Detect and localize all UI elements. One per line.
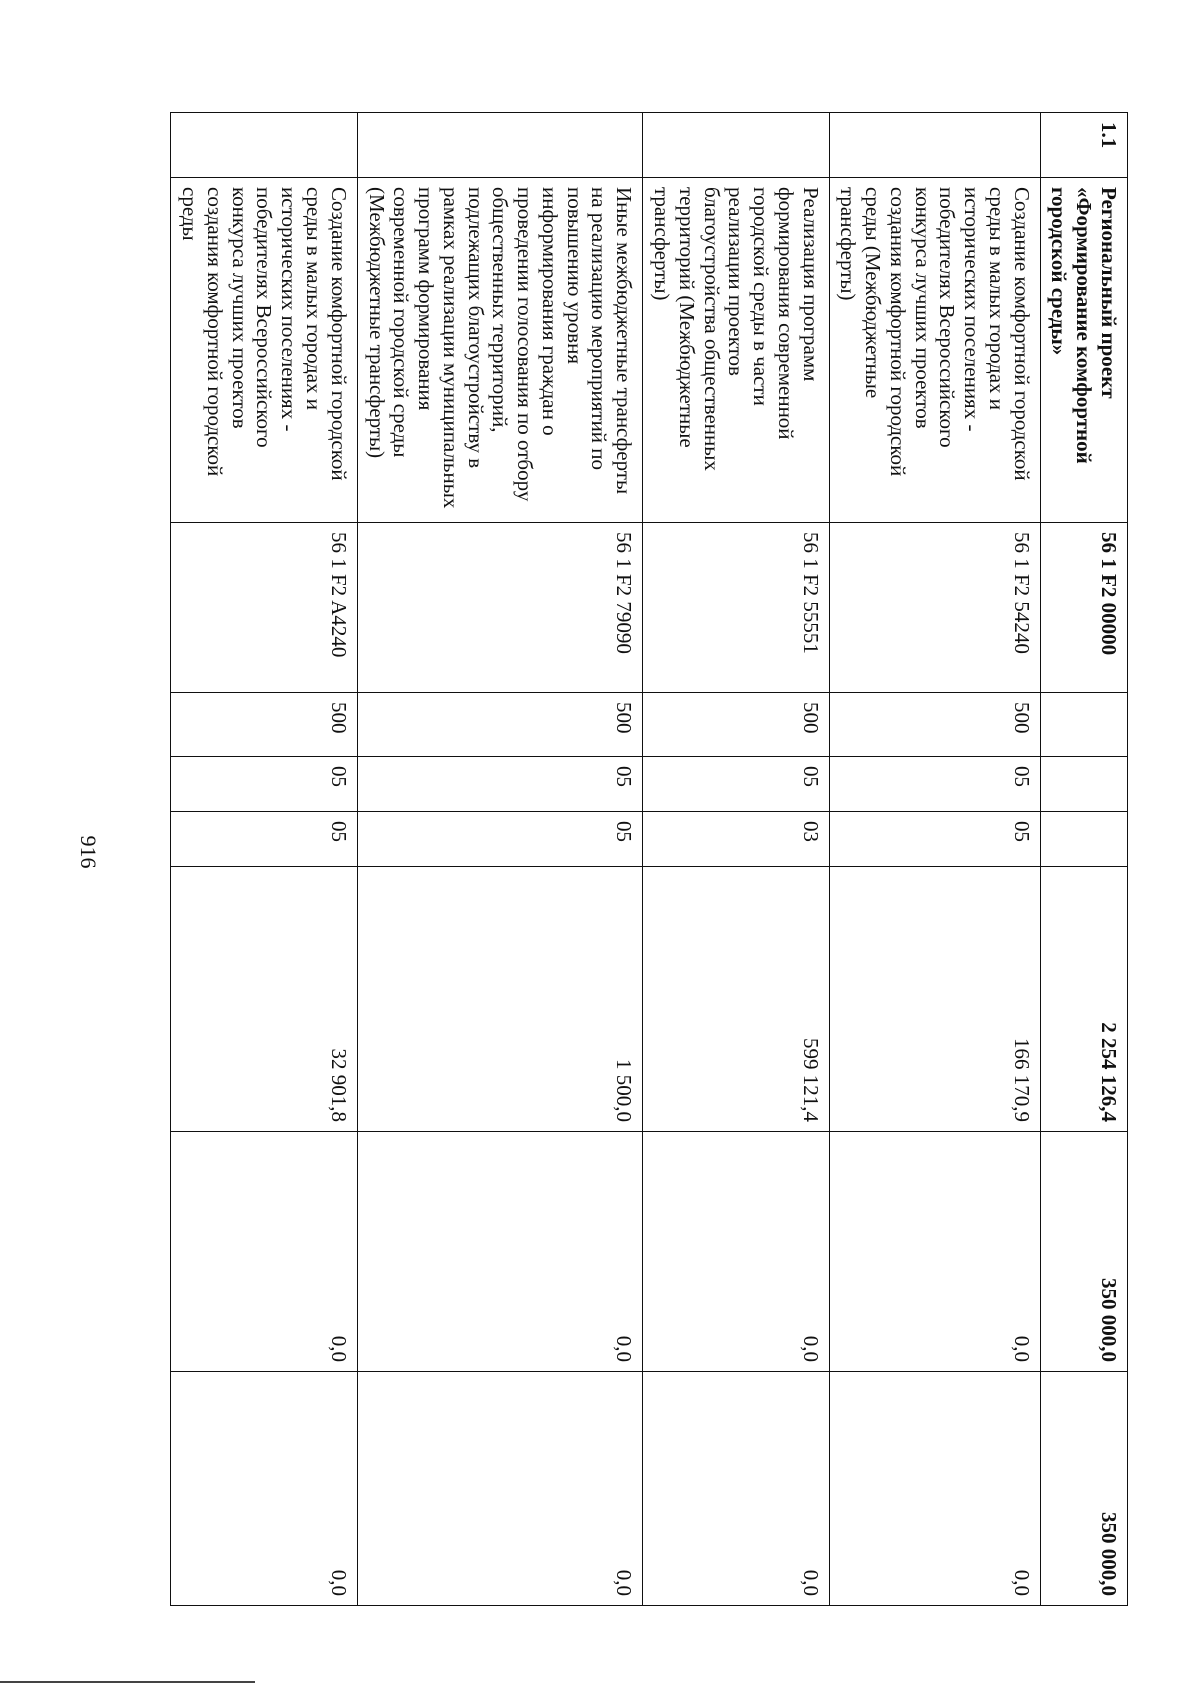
- amount-year-3: 0,0: [171, 1372, 357, 1606]
- section-code: 05: [643, 757, 829, 812]
- amount-year-3: 0,0: [829, 1372, 1040, 1606]
- subsection-code: 05: [829, 812, 1040, 867]
- table-row: [829, 113, 1040, 1606]
- target-code: 56 1 F2 00000: [1040, 523, 1127, 693]
- subsection-code: 05: [357, 812, 642, 867]
- subsection-code: [1040, 812, 1127, 867]
- amount-year-1: 166 170,9: [829, 867, 1040, 1132]
- amount-year-1: 32 901,8: [171, 867, 357, 1132]
- expense-type: 500: [357, 693, 642, 757]
- amount-year-2: 0,0: [171, 1132, 357, 1372]
- row-name: Создание комфортной городской среды в малых городах и исторических поселениях - победителях Всероссийского конкурса лучших проектов создания комфортной городской среды: [171, 178, 357, 523]
- expense-type: [1040, 693, 1127, 757]
- row-index: [357, 113, 642, 178]
- expense-type: 500: [829, 693, 1040, 757]
- table-row: [643, 113, 829, 1606]
- amount-year-2: 350 000,0: [1040, 1132, 1127, 1372]
- subsection-code: 05: [171, 812, 357, 867]
- page-number: 916: [76, 835, 101, 869]
- row-index: [829, 113, 1040, 178]
- table-row: [1040, 113, 1127, 1606]
- row-name: Иные межбюджетные трансферты на реализацию мероприятий по повышению уровня информирования граждан о проведении голосования по отбору общественных территорий, подлежащих благоустройству в рамках реализации муниципальных программ формирования современной городской среды (Межбюджетные трансферты): [357, 178, 642, 523]
- amount-year-2: 0,0: [829, 1132, 1040, 1372]
- target-code: 56 1 F2 54240: [829, 523, 1040, 693]
- row-name: Реализация программ формирования современной городской среды в части реализации проектов благоустройства общественных территорий (Межбюджетные трансферты): [643, 178, 829, 523]
- row-index: [643, 113, 829, 178]
- table-row: [357, 113, 642, 1606]
- amount-year-3: 350 000,0: [1040, 1372, 1127, 1606]
- table-row: [171, 113, 357, 1606]
- amount-year-2: 0,0: [357, 1132, 642, 1372]
- section-code: 05: [357, 757, 642, 812]
- amount-year-1: 599 121,4: [643, 867, 829, 1132]
- row-index: [171, 113, 357, 178]
- row-name: Создание комфортной городской среды в малых городах и исторических поселениях - победителях Всероссийского конкурса лучших проектов создания комфортной городской среды (Межбюджетные трансферты): [829, 178, 1040, 523]
- target-code: 56 1 F2 A4240: [171, 523, 357, 693]
- expense-type: 500: [643, 693, 829, 757]
- section-code: 05: [829, 757, 1040, 812]
- target-code: 56 1 F2 79090: [357, 523, 642, 693]
- amount-year-3: 0,0: [357, 1372, 642, 1606]
- row-name: Региональный проект «Формирование комфортной городской среды»: [1040, 178, 1127, 523]
- section-code: [1040, 757, 1127, 812]
- amount-year-2: 0,0: [643, 1132, 829, 1372]
- target-code: 56 1 F2 55551: [643, 523, 829, 693]
- amount-year-1: 1 500,0: [357, 867, 642, 1132]
- section-code: 05: [171, 757, 357, 812]
- subsection-code: 03: [643, 812, 829, 867]
- budget-table: [170, 112, 1128, 1606]
- amount-year-1: 2 254 126,4: [1040, 867, 1127, 1132]
- scan-edge-line: [0, 1681, 255, 1683]
- rotated-table-container: [178, 112, 1128, 1605]
- amount-year-3: 0,0: [643, 1372, 829, 1606]
- row-index: 1.1: [1040, 113, 1127, 178]
- expense-type: 500: [171, 693, 357, 757]
